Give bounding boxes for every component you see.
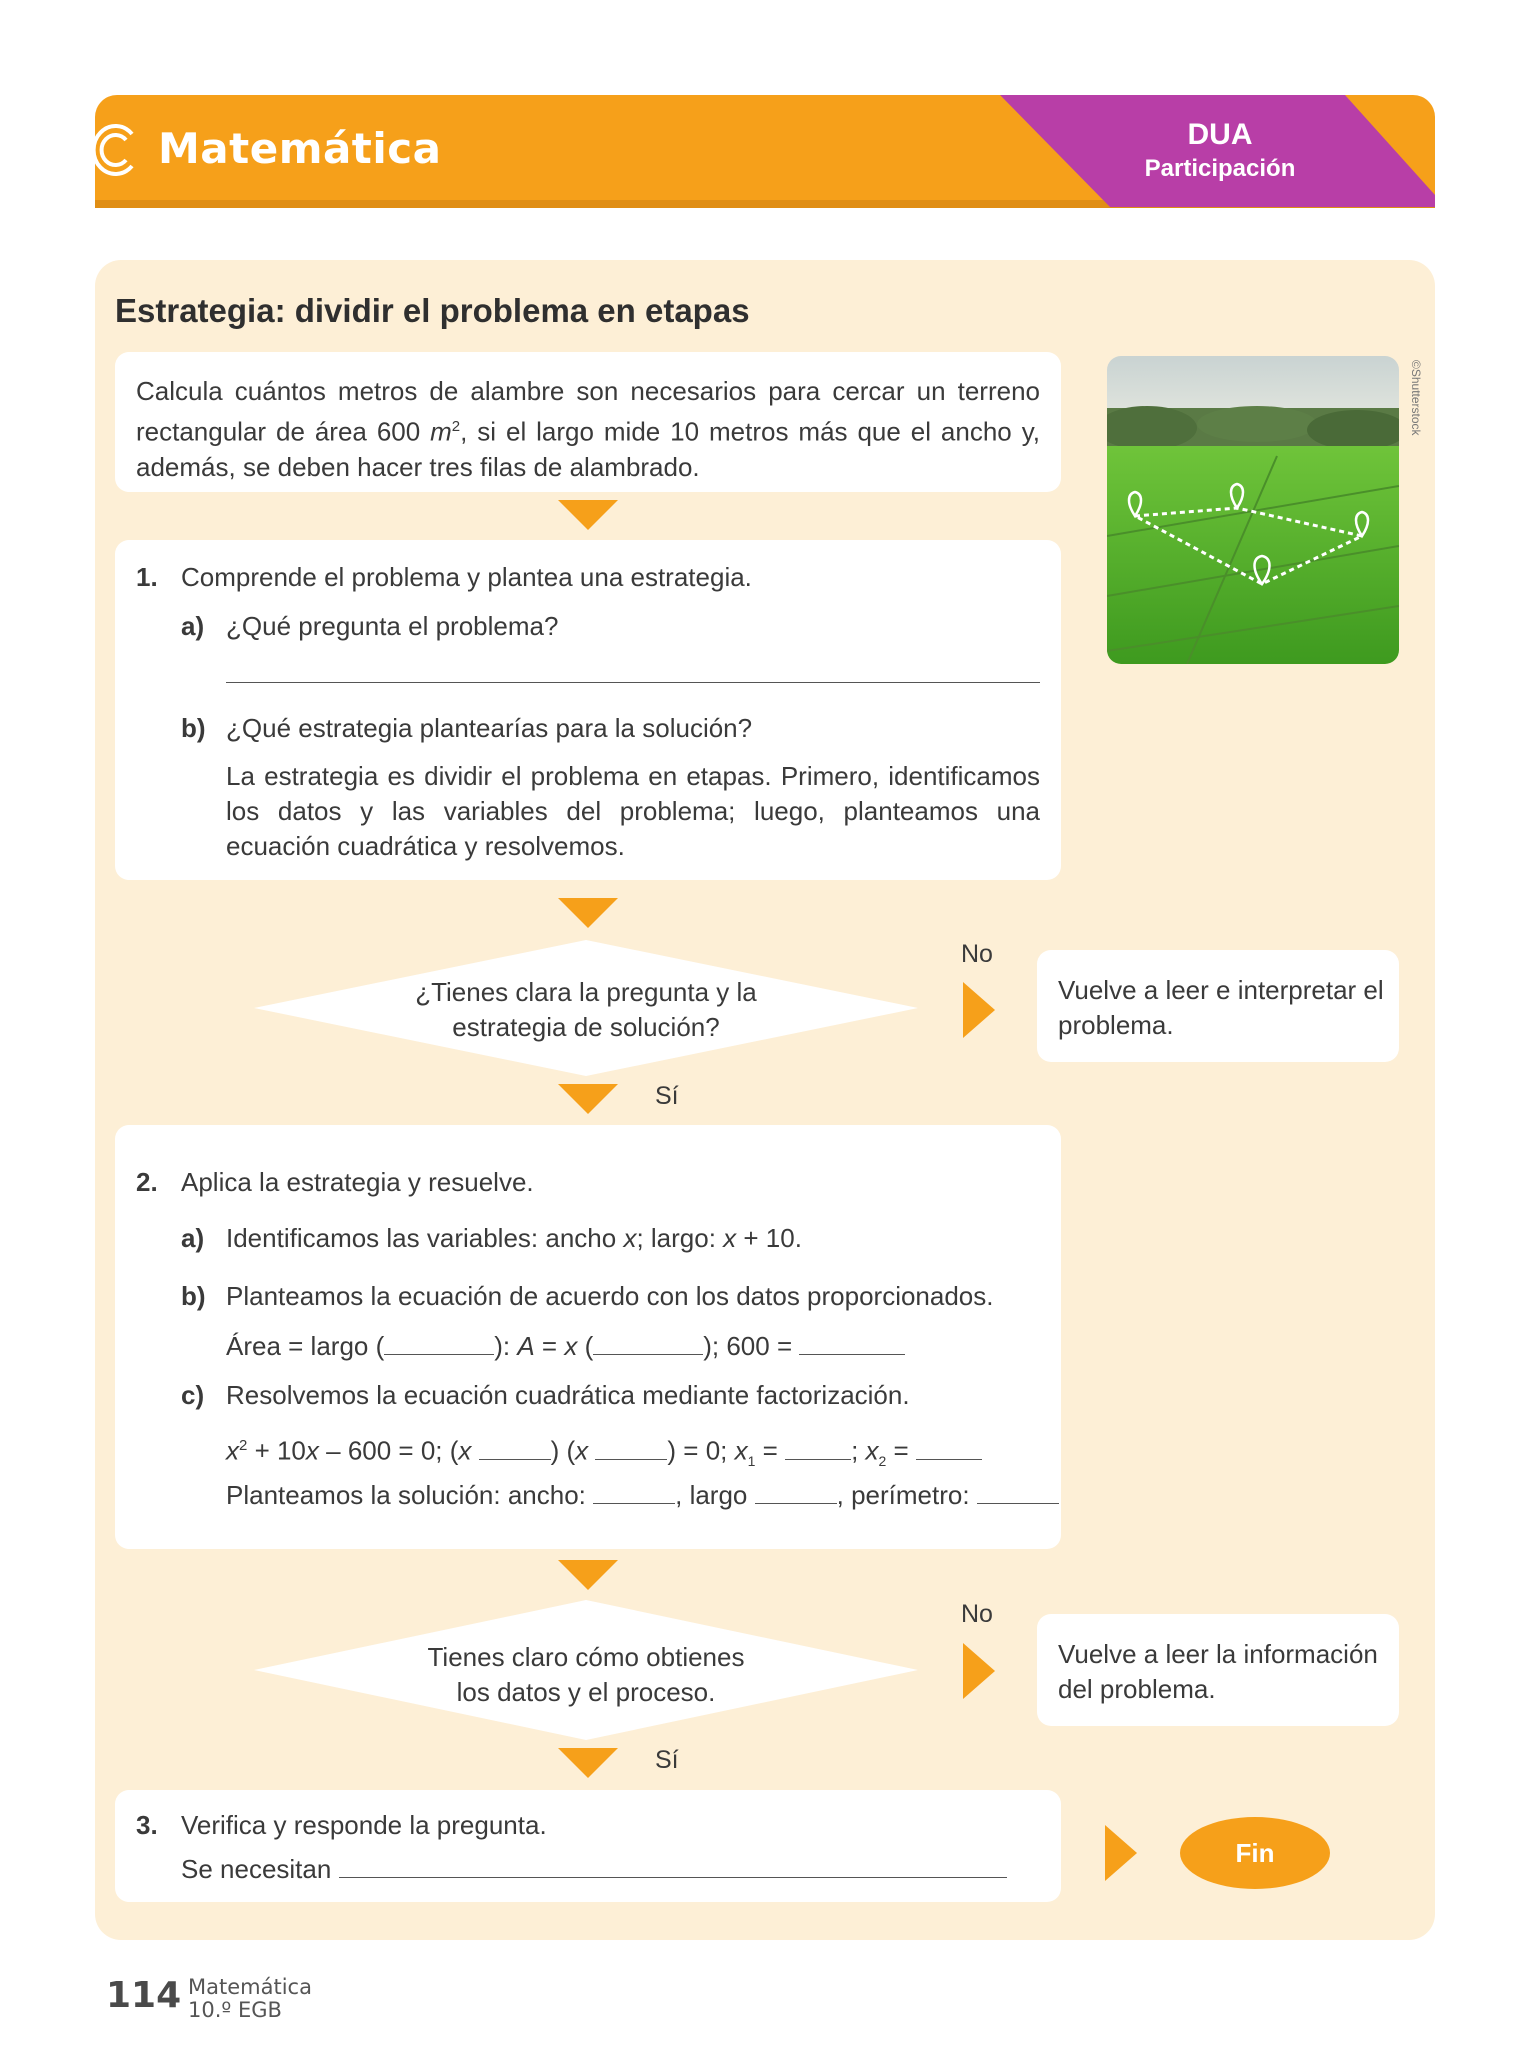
blank-field[interactable] [916,1433,982,1460]
flow-arrow-down-icon [558,1748,618,1778]
flow-arrow-down-icon [558,500,618,530]
dua-subtitle: Participación [1144,155,1296,182]
decision2-yes-label: Sí [655,1746,679,1774]
step3-answer: Se necesitan [181,1851,1007,1887]
problem-statement: Calcula cuántos metros de alambre son necesarios para cercar un terreno rectangular de área 600 $m^2$, si el largo mide 10 metros más que el ancho y, además, se deben hacer tres filas de alambrado. [136,376,1040,482]
step3-number: 3. [136,1810,158,1840]
decision1-no-text: Vuelve a leer e interpretar el problema. [1058,975,1384,1040]
decision2-line1: Tienes claro cómo obtienes [427,1642,745,1672]
step2-a-label: a) [181,1223,205,1253]
step2-number: 2. [136,1167,158,1197]
decision2-line2: los datos y el proceso. [456,1677,716,1707]
step2-a-text: Identificamos las variables: ancho x; largo: x + 10. [226,1223,802,1253]
decision1-line2: estrategia de solución? [452,1012,720,1042]
blank-field[interactable] [384,1328,494,1355]
step2-text: Aplica la estrategia y resuelve. [181,1167,534,1197]
blank-field[interactable] [799,1328,905,1355]
step2-c-equation: $x^2 + 10x - 600 = 0$; (x ) (x ) = 0; $x_1$ = ; $x_2$ = [226,1428,982,1479]
blank-field[interactable] [595,1433,667,1460]
footer-subject: Matemática [188,1975,312,1999]
step3-text: Verifica y responde la pregunta. [181,1810,547,1840]
step1-b-question: ¿Qué estrategia plantearías para la solución? [226,713,753,743]
flow-arrow-down-icon [558,1560,618,1590]
step2-b-equation: Área = largo ( ): A = x ( ); 600 = [226,1328,905,1364]
flow-arrow-right-icon [963,982,995,1038]
flow-arrow-right-icon [1105,1825,1137,1881]
subject-logo-icon [92,122,138,178]
step1-b-label: b) [181,713,206,743]
dua-title: DUA [1187,118,1253,151]
blank-field[interactable] [755,1477,837,1504]
field-photo [1107,356,1399,664]
blank-field[interactable] [339,1851,1007,1878]
step2-b-label: b) [181,1281,206,1311]
step1-b-answer: La estrategia es dividir el problema en etapas. Primero, identificamos los datos y las variables del problema; luego, planteamos una ecuación cuadrática y resolvemos. [226,761,1040,861]
step2-c-text: Resolvemos la ecuación cuadrática mediante factorización. [226,1380,910,1410]
blank-field[interactable] [977,1477,1059,1504]
photo-credit [1400,356,1424,456]
decision2-no-text: Vuelve a leer la información del problema. [1058,1639,1378,1704]
subject-title: Matemática [158,124,442,173]
step1-a-label: a) [181,611,205,641]
decision1-no-label: No [961,940,993,968]
step2-c-label: c) [181,1380,205,1410]
step1-a-question: ¿Qué pregunta el problema? [226,611,559,641]
step2-b-text: Planteamos la ecuación de acuerdo con los datos proporcionados. [226,1281,994,1311]
blank-field[interactable] [593,1328,703,1355]
flow-arrow-down-icon [558,1084,618,1114]
blank-field[interactable] [479,1433,551,1460]
section-title: Estrategia: dividir el problema en etapas [115,292,750,329]
step1-text: Comprende el problema y plantea una estrategia. [181,562,752,592]
decision1-yes-label: Sí [655,1082,679,1110]
page-number: 114 [106,1975,182,2016]
step1-a-answer-line[interactable] [226,682,1040,683]
blank-field[interactable] [593,1477,675,1504]
step1-number: 1. [136,562,158,592]
flow-arrow-right-icon [963,1643,995,1699]
decision2-no-label: No [961,1600,993,1628]
flow-arrow-down-icon [558,898,618,928]
blank-field[interactable] [785,1433,851,1460]
end-terminal: Fin [1180,1817,1330,1889]
step2-solution: Planteamos la solución: ancho: , largo , perímetro: [226,1477,1059,1513]
svg-text:©Shutterstock: ©Shutterstock [1409,360,1423,436]
footer-grade: 10.º EGB [188,1998,282,2022]
decision1-line1: ¿Tienes clara la pregunta y la [415,977,757,1007]
